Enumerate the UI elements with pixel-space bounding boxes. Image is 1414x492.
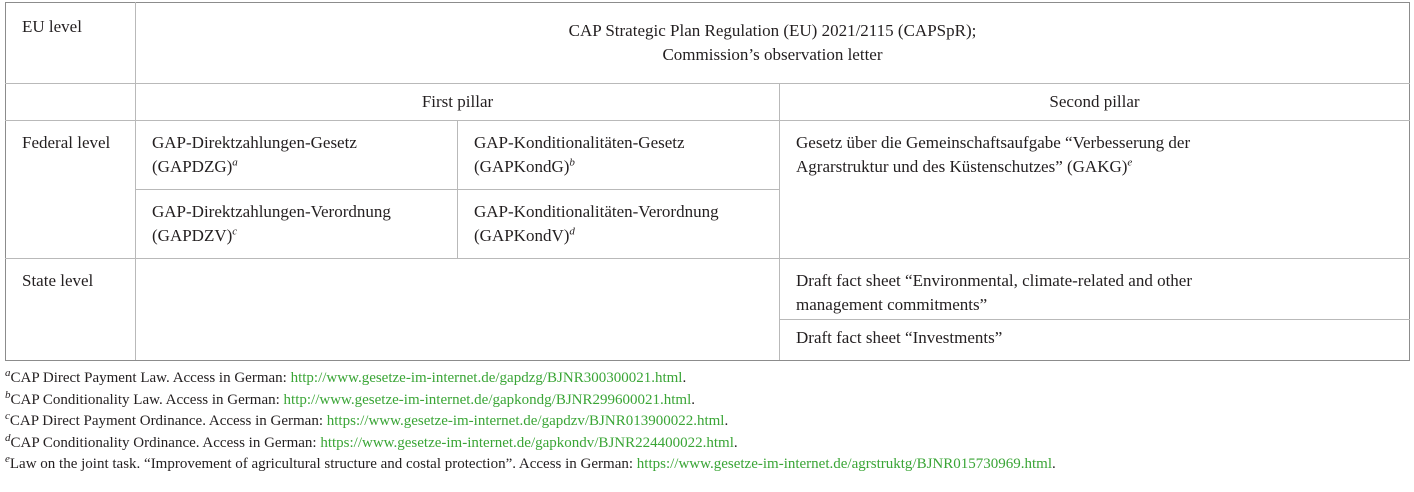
- footnote-mark-d: d: [569, 225, 575, 238]
- footnote-mark: c: [5, 410, 10, 422]
- first-pillar-header: [136, 84, 780, 121]
- footnote-end: .: [691, 391, 695, 408]
- table-row-federal-level-laws: [6, 121, 1410, 190]
- row-label-text: State level: [22, 271, 94, 290]
- footnote-end: .: [682, 370, 687, 386]
- footnote-mark-b: b: [569, 156, 575, 169]
- first-pillar-label: First pillar: [421, 92, 494, 111]
- pillar-header-empty-cell: [6, 84, 136, 121]
- state-first-pillar-empty-cell: [136, 259, 780, 361]
- table-row-state-level-environment: [6, 259, 1410, 320]
- footnote-a: [5, 368, 1409, 390]
- table-row-pillars: [6, 84, 1410, 121]
- row-label-eu-level: [6, 3, 136, 84]
- footnote-e: [5, 454, 1409, 476]
- footnote-link[interactable]: https://www.gesetze-im-internet.de/gapdzv/BJNR013900022.html: [326, 413, 725, 429]
- gakg-name-line2: Agrarstruktur und des Küstenschutzes” (GAKG): [796, 157, 1128, 176]
- cap-legislation-table: [5, 2, 1410, 361]
- footnote-link[interactable]: https://www.gesetze-im-internet.de/gapkondv/BJNR224400022.html: [320, 434, 734, 451]
- cap-legislation-table-wrapper: [5, 2, 1409, 361]
- gapdzv-cell: [136, 190, 458, 259]
- gapdzg-abbrev: (GAPDZG): [152, 157, 233, 176]
- env-fact-sheet-cell: [780, 259, 1410, 320]
- investments-fact-sheet-text: Draft fact sheet “Investments”: [796, 328, 1003, 347]
- footnote-text: CAP Conditionality Ordinance. Access in German:: [10, 434, 321, 451]
- gapdzv-name: GAP-Direktzahlungen-Verordnung: [152, 202, 391, 221]
- footnote-b: [5, 390, 1409, 412]
- gapkondg-name: GAP-Konditionalitäten-Gesetz: [474, 133, 685, 152]
- gapkondg-abbrev: (GAPKondG): [474, 157, 570, 176]
- footnote-text: CAP Conditionality Law. Access in German:: [10, 391, 284, 408]
- gapdzv-abbrev: (GAPDZV): [152, 226, 233, 245]
- footnote-end: .: [724, 413, 729, 429]
- row-label-state-level: [6, 259, 136, 361]
- footnote-d: [5, 433, 1409, 455]
- gakg-name-line1: Gesetz über die Gemeinschaftsaufgabe “Verbesserung der: [796, 133, 1191, 152]
- footnote-link[interactable]: https://www.gesetze-im-internet.de/agrstruktg/BJNR015730969.html: [636, 456, 1052, 472]
- footnote-link[interactable]: http://www.gesetze-im-internet.de/gapdzg/BJNR300300021.html: [290, 370, 683, 386]
- env-fact-sheet-line2: management commitments”: [796, 295, 988, 314]
- eu-regulation-line: CAP Strategic Plan Regulation (EU) 2021/2115 (CAPSpR);: [568, 21, 977, 40]
- env-fact-sheet-line1: Draft fact sheet “Environmental, climate-related and other: [796, 271, 1193, 290]
- footnotes: [5, 368, 1409, 476]
- footnote-mark-c: c: [232, 225, 238, 238]
- gapdzg-cell: [136, 121, 458, 190]
- row-label-federal-level: [6, 121, 136, 259]
- footnote-mark: b: [5, 388, 11, 401]
- row-label-text: Federal level: [22, 133, 111, 152]
- footnote-text: CAP Direct Payment Ordinance. Access in German:: [9, 413, 327, 429]
- table-row-eu-level: [6, 3, 1410, 84]
- gapdzg-name: GAP-Direktzahlungen-Gesetz: [152, 133, 357, 152]
- second-pillar-header: [780, 84, 1410, 121]
- gapkondv-cell: [458, 190, 780, 259]
- footnote-c: [5, 411, 1409, 433]
- footnote-end: .: [1052, 456, 1056, 472]
- footnote-link[interactable]: http://www.gesetze-im-internet.de/gapkondg/BJNR299600021.html: [283, 391, 692, 408]
- footnote-text: Law on the joint task. “Improvement of agricultural structure and costal protection”. Access in German:: [9, 456, 637, 472]
- row-label-text: EU level: [22, 17, 82, 36]
- eu-observation-letter-line: Commission’s observation letter: [662, 45, 883, 64]
- eu-regulation-cell: [136, 3, 1410, 84]
- footnote-end: .: [733, 434, 738, 451]
- second-pillar-label: Second pillar: [1049, 92, 1140, 111]
- footnote-mark: a: [5, 367, 11, 379]
- gapkondg-cell: [458, 121, 780, 190]
- footnote-text: CAP Direct Payment Law. Access in German:: [10, 370, 291, 386]
- gakg-cell: [780, 121, 1410, 259]
- footnote-mark-a: a: [232, 156, 238, 169]
- investments-fact-sheet-cell: [780, 320, 1410, 361]
- footnote-mark: d: [5, 431, 11, 444]
- gapkondv-name: GAP-Konditionalitäten-Verordnung: [474, 202, 719, 221]
- gapkondv-abbrev: (GAPKondV): [474, 226, 570, 245]
- footnote-mark: e: [5, 453, 10, 465]
- footnote-mark-e: e: [1127, 156, 1133, 169]
